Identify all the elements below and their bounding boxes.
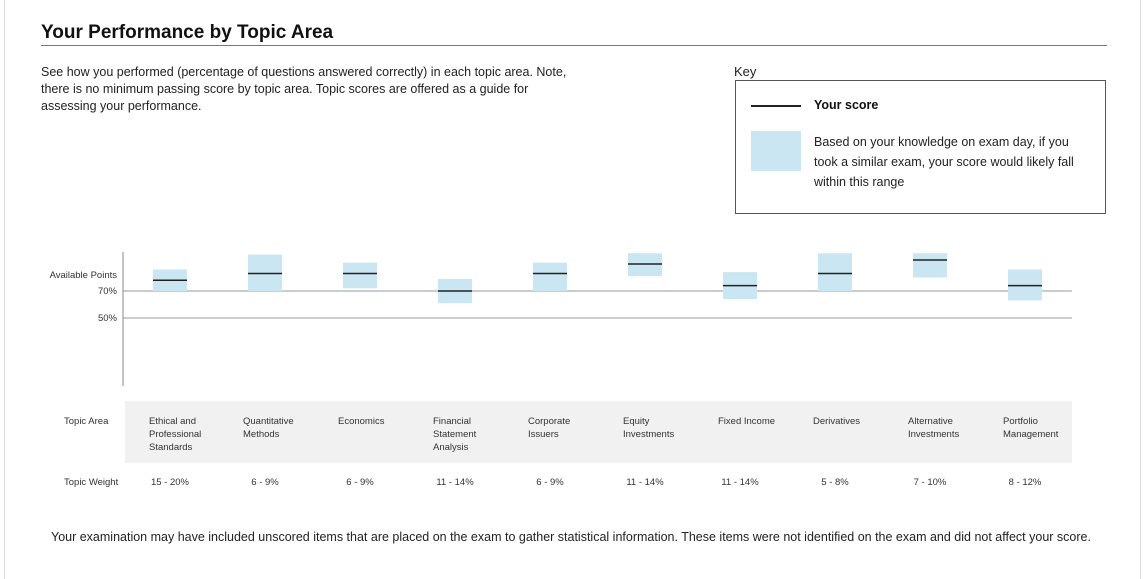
topic-area-label: Economics [338,416,385,427]
y-axis-label: 70% [97,286,117,297]
topic-area-label: Professional [149,429,202,440]
key-label: Key [734,64,757,79]
topic-weight-value: 11 - 14% [436,477,474,488]
topic-weight-value: 6 - 9% [251,477,279,488]
topic-weight-value: 7 - 10% [913,477,947,488]
topic-area-label: Issuers [528,429,559,440]
topic-weight-value: 11 - 14% [626,477,664,488]
y-axis-label: Available Points [49,270,117,282]
score-range-bar [818,253,852,291]
topic-area-label: Corporate [528,416,571,427]
topic-area-row-label: Topic Area [64,416,109,427]
topic-weight-value: 6 - 9% [536,477,564,488]
topic-area-label: Ethical and [149,416,197,427]
footnote: Your examination may have included unscored items that are placed on the exam to gather statistical information. These items were not identified on the exam and did not affect your score. [51,530,1091,544]
topic-weight-value: 15 - 20% [150,477,190,488]
topic-area-label: Portfolio [1003,416,1038,427]
topic-weight-value: 8 - 12% [1008,477,1042,488]
topic-area-label: Quantitative [243,416,294,427]
topic-area-label: Alternative [908,416,953,427]
topic-area-label: Methods [243,429,280,440]
topic-weight-row-label: Topic Weight [64,477,119,488]
topic-weight-value: 5 - 8% [821,477,849,488]
y-axis-label: 50% [97,313,117,324]
topic-area-label: Derivatives [813,416,860,427]
score-range-bar [343,263,377,289]
topic-area-label: Investments [623,429,675,440]
intro-text: See how you performed (percentage of questions answered correctly) in each topic area. Note, there is no minimum passing score by topic area. Topic scores are offered as a guide for assessing your performance. [41,65,567,113]
topic-area-label: Equity [623,416,650,427]
topic-area-label: Management [1003,429,1059,440]
score-range-bar [533,263,567,291]
topic-area-label: Standards [149,442,193,453]
key-score-label: Your score [814,98,879,112]
topic-area-label: Financial [433,416,472,427]
topic-area-label: Statement [433,429,477,440]
page-title: Your Performance by Topic Area [41,22,334,43]
topic-area-label: Investments [908,429,960,440]
key-range-label: Based on your knowledge on exam day, if you took a similar exam, your score would likely fall within this range [814,135,1074,189]
topic-area-label: Fixed Income [718,416,776,427]
topic-weight-value: 11 - 14% [721,477,759,488]
topic-weight-value: 6 - 9% [346,477,374,488]
topic-area-label: Analysis [433,442,469,453]
score-range-bar [913,253,947,277]
